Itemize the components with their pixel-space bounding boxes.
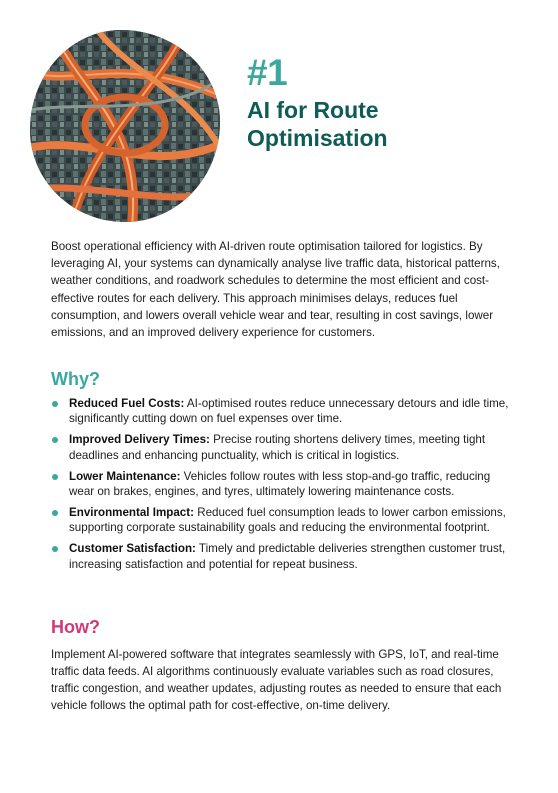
bullet-icon [52, 546, 58, 552]
bullet-icon [52, 510, 58, 516]
page-title: AI for Route Optimisation [247, 97, 388, 151]
list-item [51, 505, 513, 536]
list-item-text: Reduced fuel consumption leads to lower carbon emissions, supporting corporate sustainability goals and reducing the environmental footprint. [69, 505, 506, 535]
section-number: #1 [247, 52, 288, 93]
list-item-text: Precise routing shortens delivery times, meeting tight deadlines and enhancing punctuality, which is critical in logistics. [69, 433, 486, 462]
list-item-label: Environmental Impact: [69, 505, 194, 519]
highway-interchange-illustration [30, 30, 220, 222]
intro-paragraph: Boost operational efficiency with AI-driven route optimisation tailored for logistics. By leveraging AI, your systems can dynamically analyse live traffic data, historical patterns, weather conditions, and roadwork schedules to determine the most efficient and cost-effective routes for each delivery. This approach minimises delays, reduces fuel consumption, and lowers overall vehicle wear and tear, resulting in cost savings, lower emissions, and an improved delivery experience for customers. [51, 240, 500, 340]
list-item [51, 396, 513, 427]
why-heading: Why? [51, 369, 100, 389]
list-item-label: Lower Maintenance: [69, 469, 181, 483]
list-item-text: AI-optimised routes reduce unnecessary detours and idle time, significantly cutting down on fuel expenses over time. [69, 397, 509, 426]
bullet-icon [52, 437, 58, 443]
list-item [51, 541, 513, 572]
list-item-label: Improved Delivery Times: [69, 433, 210, 447]
list-item-text: Timely and predictable deliveries strengthen customer trust, increasing satisfaction and potential for repeat business. [69, 542, 506, 571]
how-paragraph: Implement AI-powered software that integrates seamlessly with GPS, IoT, and real-time traffic data feeds. AI algorithms continuously evaluate variables such as road closures, traffic congestion, and weather updates, adjusting routes as needed to ensure that each vehicle follows the optimal path for cost-effective, on-time delivery. [51, 648, 502, 712]
list-item-label: Customer Satisfaction: [69, 542, 196, 556]
why-list [51, 396, 513, 578]
how-heading: How? [51, 617, 100, 637]
list-item [51, 469, 513, 500]
bullet-icon [52, 401, 58, 407]
list-item [51, 432, 513, 463]
list-item-text: Vehicles follow routes with less stop-and-go traffic, reducing wear on brakes, engines, and tyres, ultimately lowering maintenance costs. [69, 469, 491, 499]
bullet-icon [52, 474, 58, 480]
list-item-label: Reduced Fuel Costs: [69, 397, 185, 410]
hero-image [30, 30, 220, 222]
